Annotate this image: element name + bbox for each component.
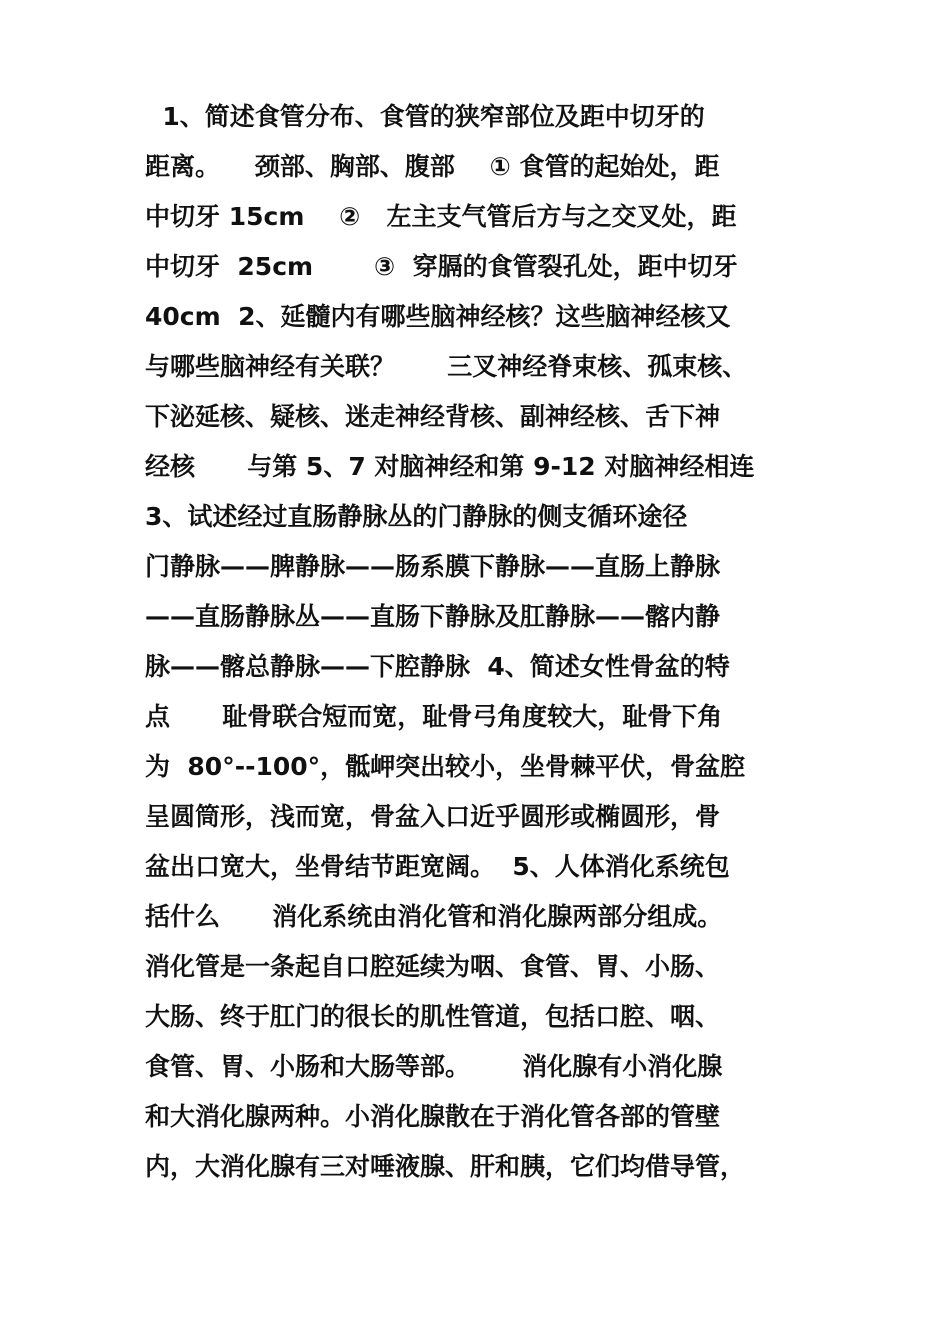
- text-line-20: 食管、胃、小肠和大肠等部。 消化腺有小消化腺: [145, 1052, 723, 1081]
- text-line-12: 脉——髂总静脉——下腔静脉 4、简述女性骨盆的特: [145, 652, 730, 681]
- text-line-1: 1、简述食管分布、食管的狭窄部位及距中切牙的: [145, 102, 705, 131]
- text-line-9: 3、试述经过直肠静脉丛的门静脉的侧支循环途径: [145, 502, 688, 531]
- text-line-13: 点 耻骨联合短而宽，耻骨弓角度较大，耻骨下角: [145, 702, 723, 731]
- text-line-2: 距离。 颈部、胸部、腹部 ① 食管的起始处，距: [145, 152, 720, 181]
- text-line-7: 下泌延核、疑核、迷走神经背核、副神经核、舌下神: [145, 402, 721, 431]
- text-line-15: 呈圆筒形，浅而宽，骨盆入口近乎圆形或椭圆形，骨: [145, 802, 721, 831]
- text-line-10: 门静脉——脾静脉——肠系膜下静脉——直肠上静脉: [145, 552, 721, 581]
- text-line-5: 40cm 2、延髓内有哪些脑神经核？这些脑神经核又: [145, 302, 731, 331]
- text-line-17: 括什么 消化系统由消化管和消化腺两部分组成。: [145, 902, 723, 931]
- document-body: [145, 92, 845, 1192]
- text-line-18: 消化管是一条起自口腔延续为咽、食管、胃、小肠、: [145, 952, 721, 981]
- text-line-19: 大肠、终于肛门的很长的肌性管道，包括口腔、咽、: [145, 1002, 721, 1031]
- text-line-16: 盆出口宽大，坐骨结节距宽阔。 5、人体消化系统包: [145, 852, 730, 881]
- text-line-4: 中切牙 25cm ③ 穿膈的食管裂孔处，距中切牙: [145, 252, 738, 281]
- text-line-11: ——直肠静脉丛——直肠下静脉及肛静脉——髂内静: [145, 602, 721, 631]
- text-line-8: 经核 与第 5、7 对脑神经和第 9-12 对脑神经相连: [145, 452, 755, 481]
- text-line-3: 中切牙 15cm ② 左主支气管后方与之交叉处，距: [145, 202, 737, 231]
- text-line-22: 内，大消化腺有三对唾液腺、肝和胰，它们均借导管，: [145, 1152, 746, 1181]
- text-line-21: 和大消化腺两种。小消化腺散在于消化管各部的管壁: [145, 1102, 721, 1131]
- text-line-6: 与哪些脑神经有关联？ 三叉神经脊束核、孤束核、: [145, 352, 748, 381]
- text-line-14: 为 80°--100°，骶岬突出较小，坐骨棘平伏，骨盆腔: [145, 752, 746, 781]
